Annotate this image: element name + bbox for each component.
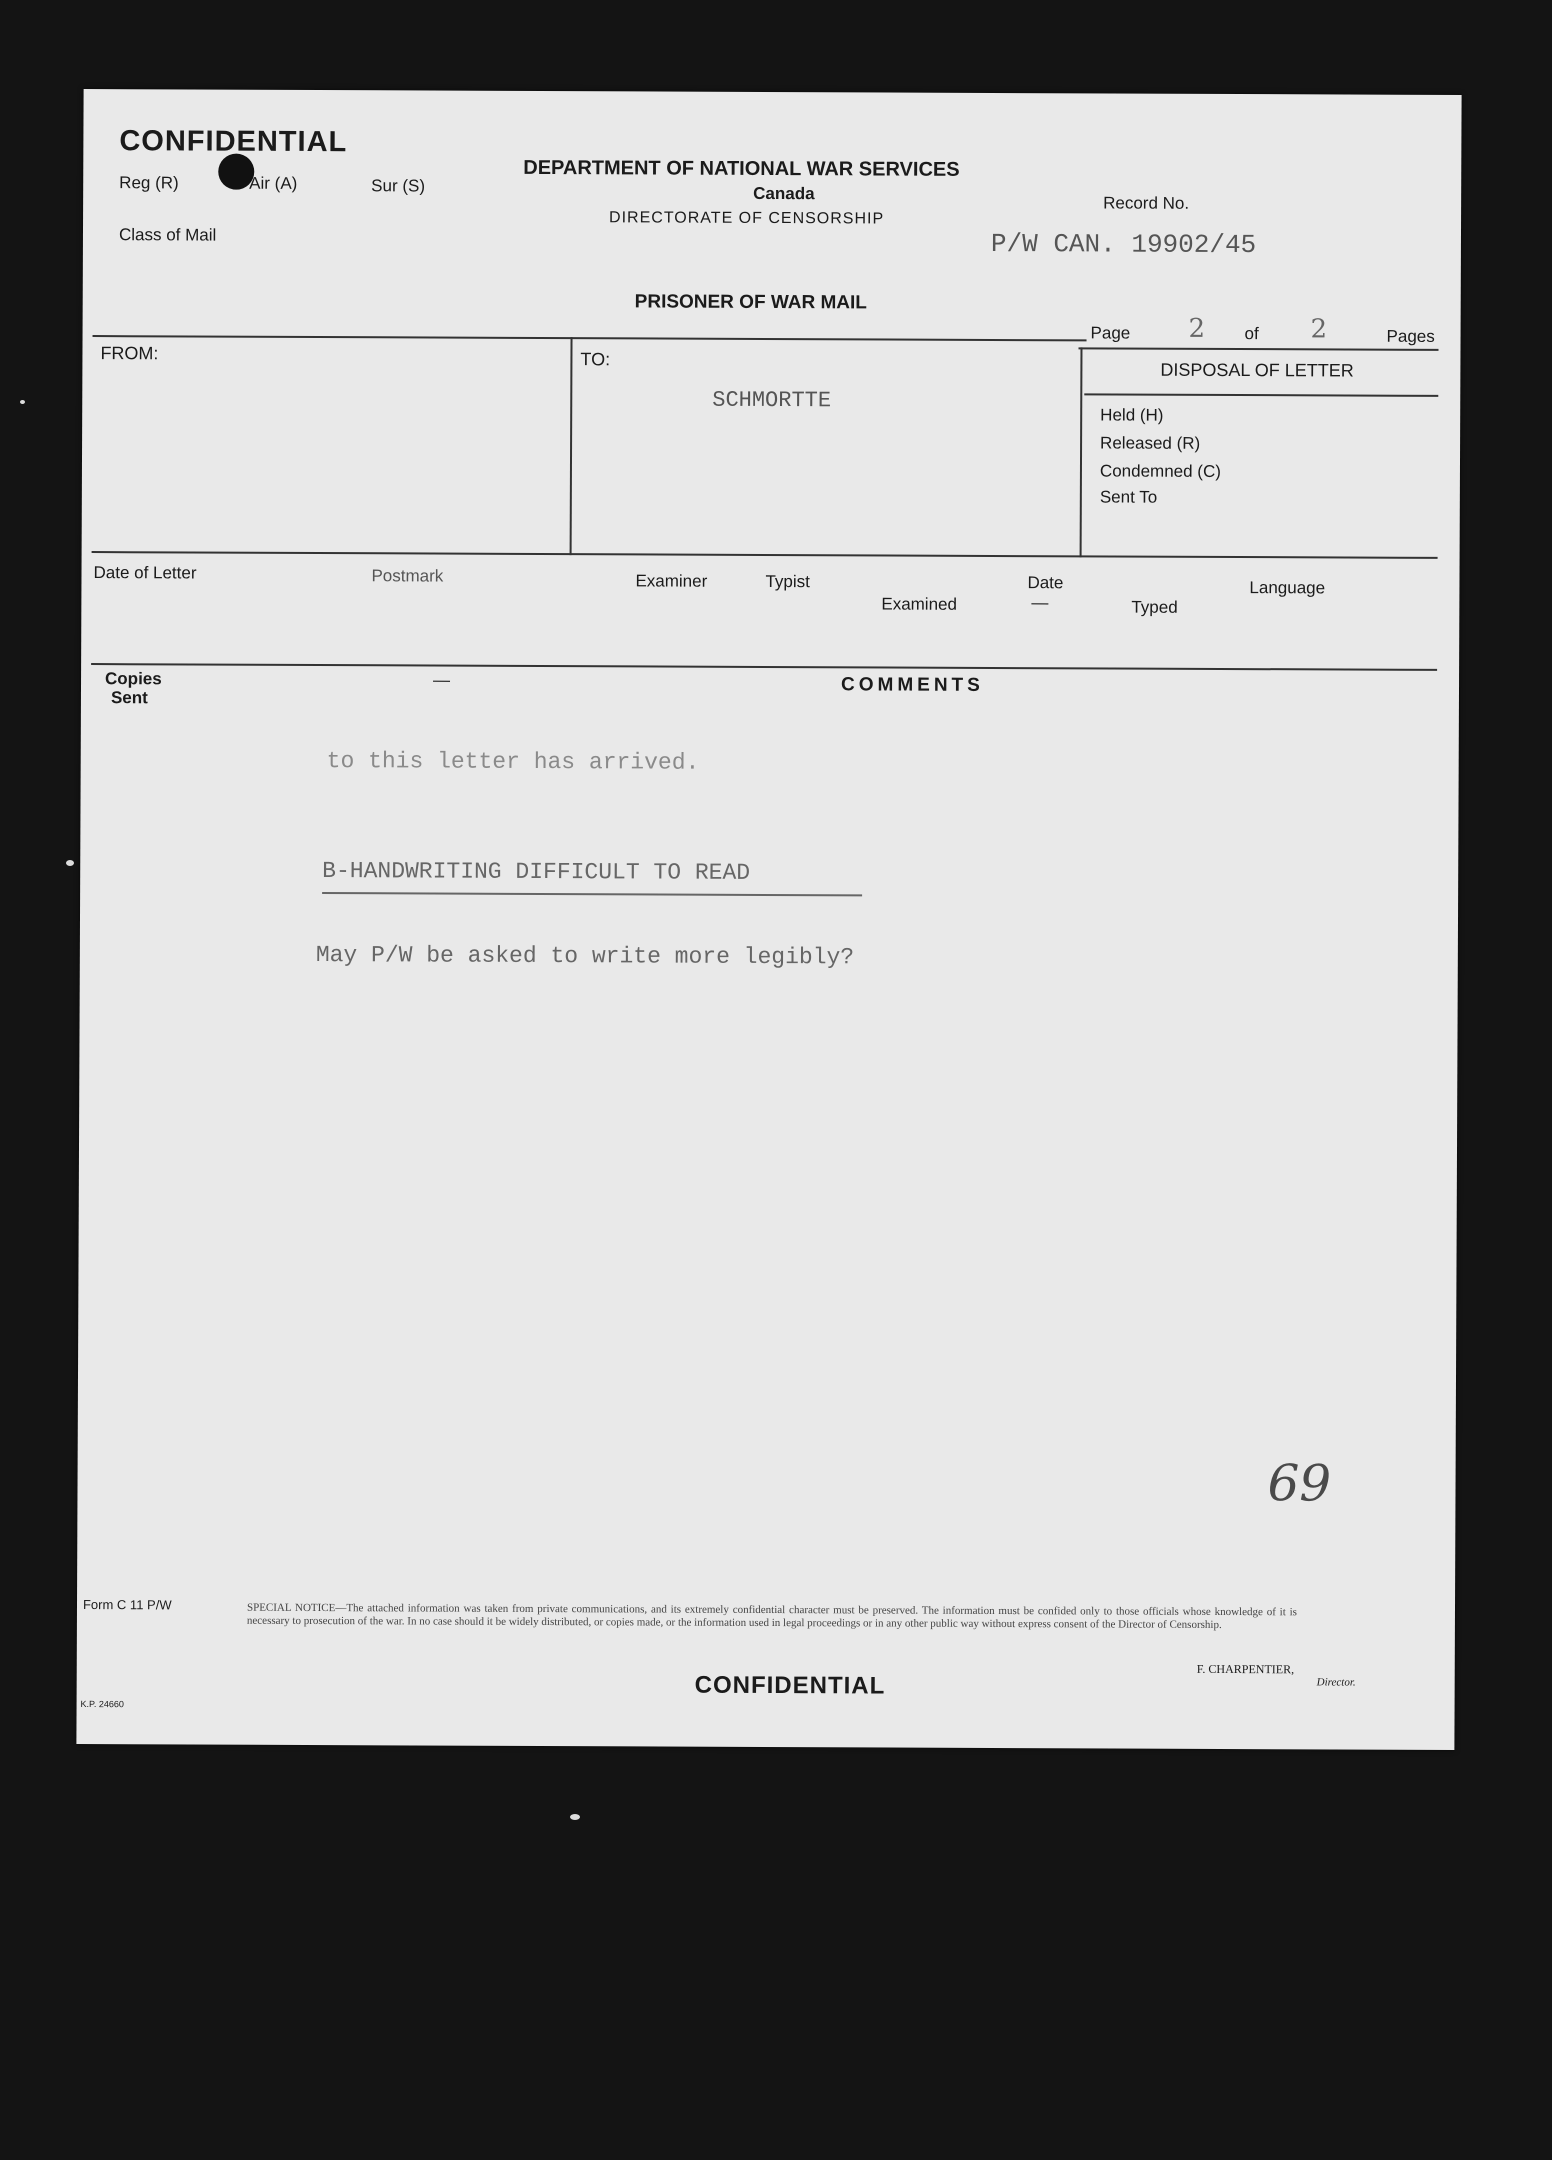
signatory-name: F. CHARPENTIER, (1196, 1661, 1295, 1677)
to-addressee: SCHMORTTE (712, 387, 832, 414)
to-label: TO: (580, 349, 611, 370)
disposal-released: Released (R) (1100, 433, 1201, 453)
special-notice: SPECIAL NOTICE—The attached information was taken from private communications, and its extremely confidential character must be preserved. The information must be confided only to those officials whose knowledge of it is necessary to prosecution of the war. In no case should it be widely distributed, or copies made, or the information used in legal proceedings or in any other public way without express consent of the Director of Censorship. (246, 1601, 1298, 1631)
page-value: 2 (1188, 313, 1206, 344)
from-to-divider (570, 337, 573, 555)
country-label: Canada (753, 183, 815, 204)
print-code: K.P. 24660 (80, 1699, 124, 1710)
to-disposal-divider (1080, 347, 1083, 557)
confidential-stamp-bottom: CONFIDENTIAL (694, 1671, 886, 1700)
disposal-top-rule (1078, 347, 1438, 351)
form-id: Form C 11 P/W (82, 1597, 172, 1613)
record-no-value: P/W CAN. 19902/45 (990, 228, 1257, 261)
form-title: PRISONER OF WAR MAIL (634, 291, 867, 314)
comments-heading: COMMENTS (840, 674, 984, 696)
examiner-label: Examiner (635, 571, 708, 591)
box-bottom-rule (92, 551, 1438, 559)
language-label: Language (1249, 578, 1326, 598)
typed-label: Typed (1131, 597, 1178, 617)
date-label: Date (1027, 573, 1064, 593)
from-label: FROM: (100, 343, 159, 364)
comment-line-1: to this letter has arrived. (326, 748, 700, 776)
date-of-letter-label: Date of Letter (93, 563, 197, 583)
comment-subheading: B-HANDWRITING DIFFICULT TO READ (322, 858, 751, 886)
disposal-title: DISPOSAL OF LETTER (1160, 359, 1354, 381)
censorship-form (76, 89, 1461, 1750)
sur-label: Sur (S) (371, 176, 426, 196)
copies-sent-dash: — (433, 670, 451, 690)
of-label: of (1244, 324, 1259, 344)
signatory-title: Director. (1316, 1676, 1356, 1689)
postmark-label: Postmark (371, 566, 444, 586)
comment-line-2: May P/W be asked to write more legibly? (315, 942, 855, 971)
department-title: DEPARTMENT OF NATIONAL WAR SERVICES (523, 156, 960, 181)
disposal-condemned: Condemned (C) (1099, 461, 1221, 481)
reg-label: Reg (R) (119, 173, 179, 193)
typist-label: Typist (765, 571, 810, 592)
date-dash: — (1031, 593, 1049, 613)
confidential-stamp-top: CONFIDENTIAL (119, 125, 348, 159)
dust-speck (20, 400, 25, 404)
examined-label: Examined (881, 594, 958, 614)
pages-label: Pages (1386, 326, 1435, 346)
dust-speck (66, 860, 74, 866)
air-label: Air (A) (249, 173, 298, 193)
disposal-sent-to: Sent To (1099, 487, 1158, 507)
box-top-rule (93, 335, 1087, 341)
dust-speck (570, 1814, 580, 1820)
copies-sent-label-line2: Sent (110, 688, 148, 708)
record-no-label: Record No. (1103, 193, 1190, 213)
class-of-mail-label: Class of Mail (118, 225, 217, 245)
disposal-title-rule (1084, 393, 1438, 397)
comments-top-rule (91, 663, 1437, 671)
of-value: 2 (1310, 314, 1328, 345)
disposal-held: Held (H) (1100, 405, 1164, 425)
page-label: Page (1090, 323, 1131, 343)
copies-sent-label-line1: Copies (105, 669, 162, 689)
handwritten-folio-number: 69 (1267, 1454, 1332, 1513)
subheading-underline (322, 892, 862, 896)
directorate-label: DIRECTORATE OF CENSORSHIP (609, 209, 885, 228)
